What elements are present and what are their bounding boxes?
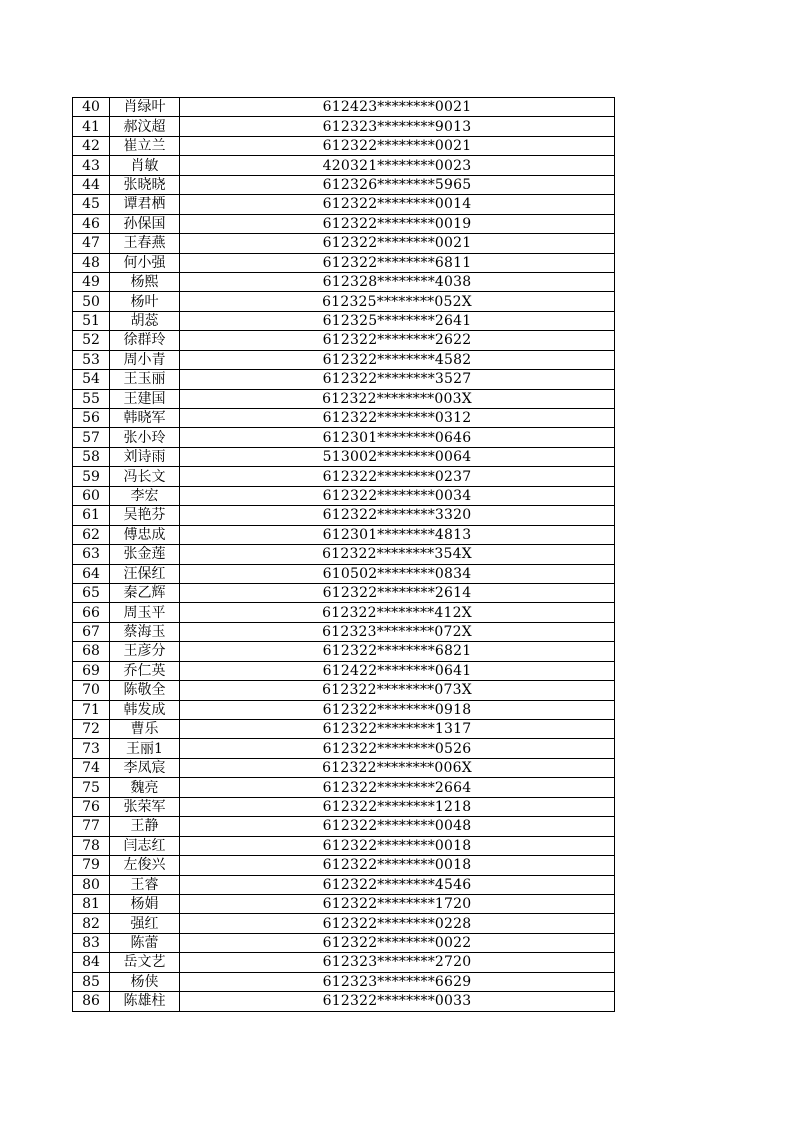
- table-row: [73, 720, 615, 739]
- table-row: [73, 583, 615, 602]
- name-cell: 肖绿叶: [110, 98, 180, 117]
- id-number-cell: 612423********0021: [180, 98, 615, 117]
- id-number-cell: 612322********0526: [180, 739, 615, 758]
- id-number-cell: 612322********4546: [180, 875, 615, 894]
- name-cell: 左俊兴: [110, 856, 180, 875]
- name-cell: 杨侠: [110, 972, 180, 991]
- table-row: [73, 214, 615, 233]
- id-number-cell: 612322********4582: [180, 350, 615, 369]
- name-cell: 张晓晓: [110, 175, 180, 194]
- name-cell: 崔立兰: [110, 136, 180, 155]
- table-row: [73, 98, 615, 117]
- table-row: [73, 914, 615, 933]
- id-number-cell: 612422********0641: [180, 661, 615, 680]
- id-number-cell: 612322********006X: [180, 758, 615, 777]
- row-number-cell: 59: [73, 467, 110, 486]
- row-number-cell: 58: [73, 447, 110, 466]
- row-number-cell: 71: [73, 700, 110, 719]
- id-number-cell: 612322********0034: [180, 486, 615, 505]
- table-row: [73, 836, 615, 855]
- id-number-cell: 612322********6811: [180, 253, 615, 272]
- name-cell: 陈敬全: [110, 681, 180, 700]
- row-number-cell: 78: [73, 836, 110, 855]
- row-number-cell: 86: [73, 992, 110, 1011]
- table-row: [73, 739, 615, 758]
- id-number-cell: 612322********0014: [180, 195, 615, 214]
- row-number-cell: 64: [73, 564, 110, 583]
- table-row: [73, 428, 615, 447]
- row-number-cell: 70: [73, 681, 110, 700]
- name-cell: 郝汶超: [110, 117, 180, 136]
- row-number-cell: 81: [73, 894, 110, 913]
- id-number-cell: 612322********0228: [180, 914, 615, 933]
- table-row: [73, 486, 615, 505]
- name-cell: 蔡海玉: [110, 622, 180, 641]
- table-row: [73, 156, 615, 175]
- table-row: [73, 311, 615, 330]
- row-number-cell: 82: [73, 914, 110, 933]
- table-row: [73, 409, 615, 428]
- roster-table: [72, 97, 615, 1012]
- row-number-cell: 52: [73, 331, 110, 350]
- table-row: [73, 506, 615, 525]
- name-cell: 韩晓军: [110, 409, 180, 428]
- table-row: [73, 758, 615, 777]
- row-number-cell: 75: [73, 778, 110, 797]
- name-cell: 李宏: [110, 486, 180, 505]
- row-number-cell: 77: [73, 817, 110, 836]
- table-row: [73, 331, 615, 350]
- row-number-cell: 68: [73, 642, 110, 661]
- id-number-cell: 420321********0023: [180, 156, 615, 175]
- name-cell: 陈蕾: [110, 933, 180, 952]
- table-row: [73, 603, 615, 622]
- row-number-cell: 72: [73, 720, 110, 739]
- id-number-cell: 612322********3527: [180, 370, 615, 389]
- table-row: [73, 564, 615, 583]
- table-row: [73, 117, 615, 136]
- row-number-cell: 54: [73, 370, 110, 389]
- name-cell: 徐群玲: [110, 331, 180, 350]
- row-number-cell: 62: [73, 525, 110, 544]
- id-number-cell: 612322********1218: [180, 797, 615, 816]
- table-row: [73, 856, 615, 875]
- id-number-cell: 612322********0019: [180, 214, 615, 233]
- table-row: [73, 136, 615, 155]
- row-number-cell: 48: [73, 253, 110, 272]
- id-number-cell: 612326********5965: [180, 175, 615, 194]
- row-number-cell: 84: [73, 953, 110, 972]
- id-number-cell: 612322********0048: [180, 817, 615, 836]
- roster-table-body: [73, 98, 615, 1012]
- table-row: [73, 933, 615, 952]
- row-number-cell: 55: [73, 389, 110, 408]
- name-cell: 王睿: [110, 875, 180, 894]
- row-number-cell: 50: [73, 292, 110, 311]
- id-number-cell: 612322********0021: [180, 234, 615, 253]
- id-number-cell: 612322********2614: [180, 583, 615, 602]
- name-cell: 周玉平: [110, 603, 180, 622]
- id-number-cell: 612322********412X: [180, 603, 615, 622]
- name-cell: 杨叶: [110, 292, 180, 311]
- row-number-cell: 79: [73, 856, 110, 875]
- table-row: [73, 370, 615, 389]
- id-number-cell: 612322********0018: [180, 836, 615, 855]
- id-number-cell: 612325********052X: [180, 292, 615, 311]
- table-row: [73, 175, 615, 194]
- name-cell: 刘诗雨: [110, 447, 180, 466]
- table-row: [73, 545, 615, 564]
- name-cell: 谭君栖: [110, 195, 180, 214]
- id-number-cell: 612322********1317: [180, 720, 615, 739]
- id-number-cell: 612322********2664: [180, 778, 615, 797]
- id-number-cell: 612322********6821: [180, 642, 615, 661]
- name-cell: 胡蕊: [110, 311, 180, 330]
- table-row: [73, 992, 615, 1011]
- name-cell: 杨熙: [110, 272, 180, 291]
- name-cell: 岳文艺: [110, 953, 180, 972]
- id-number-cell: 612322********0022: [180, 933, 615, 952]
- row-number-cell: 83: [73, 933, 110, 952]
- table-row: [73, 622, 615, 641]
- id-number-cell: 612301********4813: [180, 525, 615, 544]
- name-cell: 吴艳芬: [110, 506, 180, 525]
- row-number-cell: 67: [73, 622, 110, 641]
- table-row: [73, 389, 615, 408]
- row-number-cell: 61: [73, 506, 110, 525]
- id-number-cell: 612323********9013: [180, 117, 615, 136]
- table-row: [73, 525, 615, 544]
- name-cell: 张金莲: [110, 545, 180, 564]
- row-number-cell: 56: [73, 409, 110, 428]
- name-cell: 张小玲: [110, 428, 180, 447]
- name-cell: 孙保国: [110, 214, 180, 233]
- table-row: [73, 972, 615, 991]
- id-number-cell: 612301********0646: [180, 428, 615, 447]
- id-number-cell: 612322********0237: [180, 467, 615, 486]
- row-number-cell: 42: [73, 136, 110, 155]
- table-row: [73, 642, 615, 661]
- name-cell: 秦乙辉: [110, 583, 180, 602]
- row-number-cell: 44: [73, 175, 110, 194]
- row-number-cell: 43: [73, 156, 110, 175]
- table-row: [73, 272, 615, 291]
- name-cell: 王建国: [110, 389, 180, 408]
- row-number-cell: 49: [73, 272, 110, 291]
- name-cell: 韩发成: [110, 700, 180, 719]
- name-cell: 肖敏: [110, 156, 180, 175]
- row-number-cell: 74: [73, 758, 110, 777]
- row-number-cell: 47: [73, 234, 110, 253]
- name-cell: 周小青: [110, 350, 180, 369]
- row-number-cell: 45: [73, 195, 110, 214]
- id-number-cell: 612323********6629: [180, 972, 615, 991]
- id-number-cell: 612322********0021: [180, 136, 615, 155]
- row-number-cell: 46: [73, 214, 110, 233]
- row-number-cell: 76: [73, 797, 110, 816]
- table-row: [73, 447, 615, 466]
- row-number-cell: 66: [73, 603, 110, 622]
- row-number-cell: 51: [73, 311, 110, 330]
- id-number-cell: 612323********2720: [180, 953, 615, 972]
- row-number-cell: 57: [73, 428, 110, 447]
- row-number-cell: 63: [73, 545, 110, 564]
- table-row: [73, 467, 615, 486]
- name-cell: 闫志红: [110, 836, 180, 855]
- row-number-cell: 80: [73, 875, 110, 894]
- id-number-cell: 612322********003X: [180, 389, 615, 408]
- table-row: [73, 350, 615, 369]
- row-number-cell: 40: [73, 98, 110, 117]
- table-row: [73, 195, 615, 214]
- id-number-cell: 612322********2622: [180, 331, 615, 350]
- table-row: [73, 778, 615, 797]
- name-cell: 乔仁英: [110, 661, 180, 680]
- row-number-cell: 41: [73, 117, 110, 136]
- id-number-cell: 612322********073X: [180, 681, 615, 700]
- id-number-cell: 612322********3320: [180, 506, 615, 525]
- name-cell: 李凤宸: [110, 758, 180, 777]
- table-row: [73, 661, 615, 680]
- table-row: [73, 234, 615, 253]
- name-cell: 何小强: [110, 253, 180, 272]
- id-number-cell: 612322********0918: [180, 700, 615, 719]
- name-cell: 张荣军: [110, 797, 180, 816]
- table-row: [73, 292, 615, 311]
- table-row: [73, 894, 615, 913]
- id-number-cell: 612322********1720: [180, 894, 615, 913]
- name-cell: 王春燕: [110, 234, 180, 253]
- name-cell: 杨娟: [110, 894, 180, 913]
- name-cell: 强红: [110, 914, 180, 933]
- name-cell: 汪保红: [110, 564, 180, 583]
- name-cell: 王丽1: [110, 739, 180, 758]
- name-cell: 陈雄柱: [110, 992, 180, 1011]
- row-number-cell: 65: [73, 583, 110, 602]
- name-cell: 冯长文: [110, 467, 180, 486]
- name-cell: 魏亮: [110, 778, 180, 797]
- row-number-cell: 73: [73, 739, 110, 758]
- id-number-cell: 513002********0064: [180, 447, 615, 466]
- table-row: [73, 817, 615, 836]
- id-number-cell: 612322********0033: [180, 992, 615, 1011]
- row-number-cell: 85: [73, 972, 110, 991]
- name-cell: 曹乐: [110, 720, 180, 739]
- table-row: [73, 700, 615, 719]
- name-cell: 王玉丽: [110, 370, 180, 389]
- name-cell: 傅忠成: [110, 525, 180, 544]
- id-number-cell: 610502********0834: [180, 564, 615, 583]
- id-number-cell: 612325********2641: [180, 311, 615, 330]
- id-number-cell: 612328********4038: [180, 272, 615, 291]
- name-cell: 王静: [110, 817, 180, 836]
- id-number-cell: 612322********0312: [180, 409, 615, 428]
- table-row: [73, 681, 615, 700]
- name-cell: 王彦分: [110, 642, 180, 661]
- row-number-cell: 69: [73, 661, 110, 680]
- table-row: [73, 797, 615, 816]
- table-row: [73, 253, 615, 272]
- id-number-cell: 612322********354X: [180, 545, 615, 564]
- row-number-cell: 60: [73, 486, 110, 505]
- row-number-cell: 53: [73, 350, 110, 369]
- table-row: [73, 953, 615, 972]
- id-number-cell: 612322********0018: [180, 856, 615, 875]
- id-number-cell: 612323********072X: [180, 622, 615, 641]
- table-row: [73, 875, 615, 894]
